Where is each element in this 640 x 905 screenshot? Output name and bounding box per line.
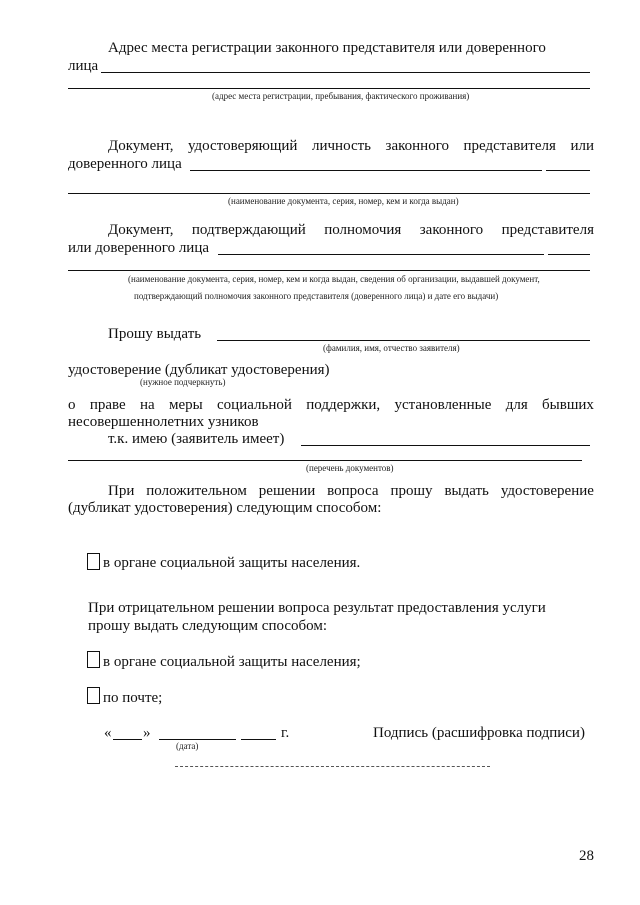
documents-field-continued[interactable] (68, 460, 582, 461)
registration-address-field[interactable] (101, 72, 590, 73)
identity-doc-person-label: доверенного лица (68, 156, 182, 172)
registration-person-label: лица (68, 58, 99, 74)
positive-decision-text-continued: (дубликат удостоверения) следующим способом: (68, 500, 382, 516)
authority-doc-hint-continued: подтверждающий полномочия законного представителя (доверенного лица) и дате его выдачи) (134, 291, 499, 301)
date-open-quote: « (104, 725, 112, 741)
registration-address-hint: (адрес места регистрации, пребывания, фактического проживания) (212, 91, 470, 101)
positive-option-social-protection-label: в органе социальной защиты населения. (103, 555, 361, 571)
documents-hint: (перечень документов) (306, 463, 394, 473)
request-label: Прошу выдать (108, 326, 202, 342)
right-word: поддержки, (306, 397, 381, 413)
certificate-option-hint: (нужное подчеркнуть) (140, 377, 226, 387)
right-word: меры (168, 397, 203, 413)
negative-decision-text: При отрицательном решении вопроса результат предоставления услуги (88, 600, 546, 616)
positive-word: удостоверение (500, 483, 594, 499)
identity-doc-word: удостоверяющий (188, 138, 298, 154)
right-word: для (505, 397, 528, 413)
negative-option-social-protection-checkbox[interactable] (87, 651, 100, 668)
date-year-field[interactable] (241, 739, 276, 740)
date-close-quote: » (143, 725, 151, 741)
authority-doc-label (108, 221, 594, 239)
signature-label: Подпись (расшифровка подписи) (373, 725, 585, 741)
date-month-field[interactable] (159, 739, 236, 740)
authority-doc-person-label: или доверенного лица (68, 240, 210, 256)
authority-doc-word: Документ, (108, 222, 174, 238)
positive-word: решении (258, 483, 316, 499)
positive-word: прошу (390, 483, 433, 499)
identity-doc-word: Документ, (108, 138, 174, 154)
positive-word: При (108, 483, 135, 499)
identity-doc-word: личность (311, 138, 371, 154)
authority-doc-word: представителя (501, 222, 594, 238)
right-word: социальной (217, 397, 292, 413)
right-description-continued: несовершеннолетних узников (68, 414, 259, 430)
negative-option-mail-checkbox[interactable] (87, 687, 100, 704)
positive-word: вопроса (327, 483, 379, 499)
identity-doc-word: законного (385, 138, 449, 154)
applicant-name-hint: (фамилия, имя, отчество заявителя) (323, 343, 460, 353)
right-word: установленные (394, 397, 492, 413)
right-description (68, 396, 594, 414)
identity-doc-word: представителя (463, 138, 556, 154)
right-word: праве (89, 397, 126, 413)
year-suffix: г. (281, 725, 290, 741)
authority-doc-field-tail[interactable] (548, 254, 590, 255)
right-word: на (139, 397, 155, 413)
authority-doc-word: полномочия (324, 222, 402, 238)
positive-word: положительном (146, 483, 247, 499)
authority-doc-word: законного (419, 222, 484, 238)
registration-address-label: Адрес места регистрации законного представителя или доверенного (108, 40, 546, 56)
applicant-name-field[interactable] (217, 340, 590, 341)
positive-decision-text (108, 482, 594, 500)
negative-decision-text-continued: прошу выдать следующим способом: (88, 618, 328, 634)
cut-line-divider (175, 766, 490, 767)
documents-field[interactable] (301, 445, 590, 446)
authority-doc-word: подтверждающий (191, 222, 306, 238)
negative-option-mail-label: по почте; (103, 690, 163, 706)
certificate-option-text[interactable]: удостоверение (дубликат удостоверения) (68, 362, 330, 378)
identity-doc-field-tail[interactable] (546, 170, 590, 171)
documents-label: т.к. имею (заявитель имеет) (108, 431, 285, 447)
identity-doc-field-continued[interactable] (68, 193, 590, 194)
identity-doc-word: или (570, 138, 594, 154)
authority-doc-field[interactable] (218, 254, 544, 255)
identity-doc-field[interactable] (190, 170, 542, 171)
negative-option-social-protection-label: в органе социальной защиты населения; (103, 654, 361, 670)
date-day-field[interactable] (113, 739, 142, 740)
date-hint: (дата) (176, 741, 199, 751)
page-number: 28 (579, 848, 594, 864)
right-word: о (68, 397, 76, 413)
identity-doc-label (108, 137, 594, 155)
registration-address-field-continued[interactable] (68, 88, 590, 89)
positive-option-social-protection-checkbox[interactable] (87, 553, 100, 570)
right-word: бывших (542, 397, 594, 413)
identity-doc-hint: (наименование документа, серия, номер, кем и когда выдан) (228, 196, 459, 206)
authority-doc-hint: (наименование документа, серия, номер, кем и когда выдан, сведения об организации, выдавшей документ, (128, 274, 540, 284)
authority-doc-field-continued[interactable] (68, 270, 590, 271)
positive-word: выдать (444, 483, 489, 499)
